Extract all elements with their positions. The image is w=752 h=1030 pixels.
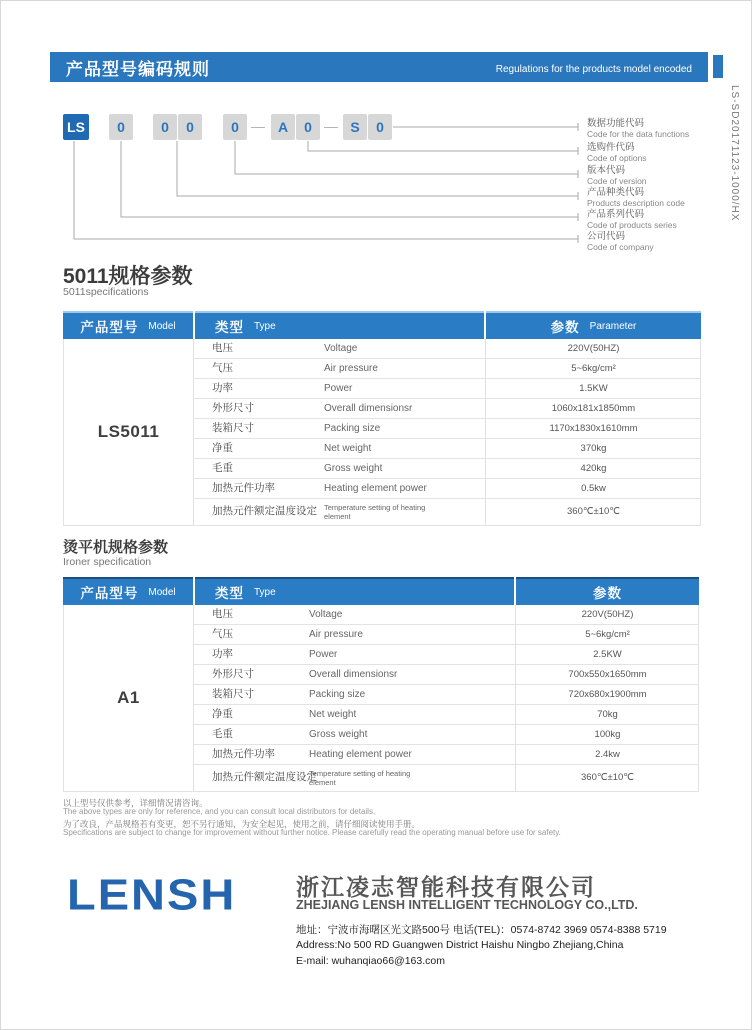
row-label-en: Voltage — [309, 609, 343, 620]
table-row — [194, 499, 700, 525]
table-row — [194, 625, 698, 645]
table2-header — [63, 577, 699, 605]
table1-header-model — [63, 311, 193, 339]
company-email: E-mail: wuhanqiao66@163.com — [296, 955, 445, 967]
table-row — [194, 359, 700, 379]
code-label-version — [587, 165, 737, 186]
table1-header-type — [195, 311, 484, 339]
code-label-en: Code of company — [587, 242, 654, 252]
row-label-cn: 加热元件功率 — [212, 482, 275, 494]
table-row — [194, 459, 700, 479]
row-value: 720x680x1900mm — [515, 685, 699, 704]
table-row — [194, 665, 698, 685]
row-label-cn: 气压 — [212, 362, 233, 374]
header-cn: 参数 — [550, 320, 580, 335]
row-label-cn: 气压 — [212, 628, 233, 640]
code-box-2: 0 — [153, 114, 177, 140]
row-label-en: Gross weight — [309, 729, 368, 740]
row-label-cn: 加热元件额定温度设定 — [212, 505, 317, 517]
row-label-cn: 毛重 — [212, 462, 233, 474]
code-label-company — [587, 231, 737, 252]
row-value: 100kg — [515, 725, 699, 744]
code-label-cn: 产品种类代码 — [587, 187, 645, 198]
row-value: 220V(50HZ) — [515, 605, 699, 624]
row-label-cn: 电压 — [212, 342, 233, 354]
code-box-s: S — [343, 114, 367, 140]
code-label-cn: 产品系列代码 — [587, 209, 645, 220]
note-en-1: The above types are only for reference, and you can consult local distributors for details. — [63, 807, 376, 816]
header-cn: 参数 — [593, 586, 622, 601]
section2-subtitle: Ironer specification — [63, 556, 152, 568]
table-row — [194, 645, 698, 665]
row-label-cn: 电压 — [212, 608, 233, 620]
code-label-cn: 选购件代码 — [587, 142, 635, 153]
code-label-series — [587, 209, 737, 230]
header-cn: 类型 — [215, 586, 244, 601]
company-address-en: Address:No 500 RD Guangwen District Haishu Ningbo Zhejiang,China — [296, 939, 624, 951]
table-row — [194, 745, 698, 765]
header-en: Parameter — [589, 320, 637, 332]
table1-model-cell: LS5011 — [64, 339, 194, 525]
header-en: Type — [254, 320, 276, 332]
row-label-cn: 装箱尺寸 — [212, 688, 254, 700]
code-label-en: Code of products series — [587, 220, 677, 230]
code-label-data-functions — [587, 118, 737, 139]
header-cn: 产品型号 — [80, 586, 139, 601]
header-title-cn: 产品型号编码规则 — [66, 59, 210, 79]
table-row — [194, 419, 700, 439]
row-label-en: Heating element power — [324, 483, 427, 494]
row-label-en: Temperature setting of heating element — [324, 503, 426, 521]
row-label-en: Power — [309, 649, 338, 660]
header-cn: 产品型号 — [80, 320, 139, 335]
row-value: 70kg — [515, 705, 699, 724]
section1-subtitle: 5011specifications — [63, 286, 149, 298]
row-label-cn: 功率 — [212, 648, 233, 660]
table-row — [194, 379, 700, 399]
code-label-en: Code of version — [587, 176, 647, 186]
table-row — [194, 765, 698, 791]
code-box-4: 0 — [223, 114, 247, 140]
row-value: 360℃±10℃ — [515, 765, 699, 791]
row-label-cn: 加热元件额定温度设定 — [212, 771, 317, 783]
row-value: 1060x181x1850mm — [485, 399, 701, 418]
code-label-description — [587, 187, 737, 208]
code-box-s0: 0 — [368, 114, 392, 140]
document-code-vertical: LS-SD20171123-1000/HX — [729, 85, 740, 222]
row-label-en: Packing size — [309, 689, 366, 700]
note-en-2: Specifications are subject to change for improvement without further notice. Please carefully read the operating manual before use for safety. — [63, 828, 561, 837]
code-label-cn: 数据功能代码 — [587, 118, 645, 129]
row-label-cn: 净重 — [212, 442, 233, 454]
table-row — [194, 685, 698, 705]
section1-title: 5011规格参数 — [63, 265, 193, 288]
row-label-en: Voltage — [324, 343, 358, 354]
code-box-a0: 0 — [296, 114, 320, 140]
row-value: 2.5KW — [515, 645, 699, 664]
header-en: Model — [148, 320, 176, 332]
section2-title: 烫平机规格参数 — [63, 539, 169, 556]
row-label-en: Heating element power — [309, 749, 412, 760]
row-label-cn: 外形尺寸 — [212, 402, 254, 414]
table2-model-cell: A1 — [64, 605, 194, 791]
row-value: 1170x1830x1610mm — [485, 419, 701, 438]
row-value: 420kg — [485, 459, 701, 478]
code-box-3: 0 — [178, 114, 202, 140]
code-label-en: Code of options — [587, 153, 647, 163]
table-row — [194, 605, 698, 625]
header-cn: 类型 — [215, 320, 244, 335]
code-box-ls: LS — [63, 114, 89, 140]
row-label-cn: 装箱尺寸 — [212, 422, 254, 434]
table1-header — [63, 311, 701, 339]
row-value: 5~6kg/cm² — [515, 625, 699, 644]
table-row — [194, 705, 698, 725]
code-label-options — [587, 142, 737, 163]
row-value: 370kg — [485, 439, 701, 458]
table-row — [194, 479, 700, 499]
row-label-en: Air pressure — [309, 629, 363, 640]
row-label-cn: 外形尺寸 — [212, 668, 254, 680]
row-value: 220V(50HZ) — [485, 339, 701, 358]
lensh-logo: LENSH — [67, 870, 237, 919]
table2-body — [63, 605, 699, 792]
header-en: Type — [254, 586, 276, 598]
table-row — [194, 399, 700, 419]
table2-header-model — [63, 577, 193, 605]
row-label-cn: 功率 — [212, 382, 233, 394]
table-row — [194, 439, 700, 459]
company-address-cn: 地址：宁波市海曙区光文路500号 电话(TEL)：0574-8742 3969 0574-8388 5719 — [296, 924, 667, 936]
row-label-en: Air pressure — [324, 363, 378, 374]
row-value: 0.5kw — [485, 479, 701, 498]
note-cn-1: 以上型号仅供参考，详细情况请咨询。 — [63, 798, 208, 808]
row-label-cn: 加热元件功率 — [212, 748, 275, 760]
company-name-cn: 浙江凌志智能科技有限公司 — [296, 874, 596, 900]
code-box-1: 0 — [109, 114, 133, 140]
header-en: Model — [148, 586, 176, 598]
code-label-cn: 公司代码 — [587, 231, 626, 242]
row-label-en: Net weight — [309, 709, 357, 720]
row-label-en: Overall dimensionsr — [324, 403, 413, 414]
row-value: 700x550x1650mm — [515, 665, 699, 684]
table2-header-type — [195, 577, 514, 605]
row-value: 360℃±10℃ — [485, 499, 701, 525]
table2-header-parameter — [516, 577, 699, 605]
code-label-en: Products description code — [587, 198, 685, 208]
row-value: 2.4kw — [515, 745, 699, 764]
code-box-a: A — [271, 114, 295, 140]
row-label-en: Net weight — [324, 443, 372, 454]
table1-header-parameter — [486, 311, 701, 339]
header-title-en: Regulations for the products model encoded — [495, 63, 692, 75]
row-label-en: Packing size — [324, 423, 381, 434]
row-label-cn: 净重 — [212, 708, 233, 720]
table-row — [194, 339, 700, 359]
table1-body — [63, 339, 701, 526]
code-label-en: Code for the data functions — [587, 129, 690, 139]
row-label-en: Temperature setting of heating element — [309, 769, 411, 787]
note-cn-2: 为了改良，产品规格若有变更，恕不另行通知，为安全起见，使用之前，请仔细阅读使用手册。 — [63, 819, 421, 829]
row-label-en: Gross weight — [324, 463, 383, 474]
row-label-cn: 毛重 — [212, 728, 233, 740]
company-name-en: ZHEJIANG LENSH INTELLIGENT TECHNOLOGY CO.,LTD. — [296, 898, 638, 912]
row-label-en: Overall dimensionsr — [309, 669, 398, 680]
row-value: 1.5KW — [485, 379, 701, 398]
row-label-en: Power — [324, 383, 353, 394]
row-value: 5~6kg/cm² — [485, 359, 701, 378]
table-row — [194, 725, 698, 745]
code-label-cn: 版本代码 — [587, 165, 626, 176]
